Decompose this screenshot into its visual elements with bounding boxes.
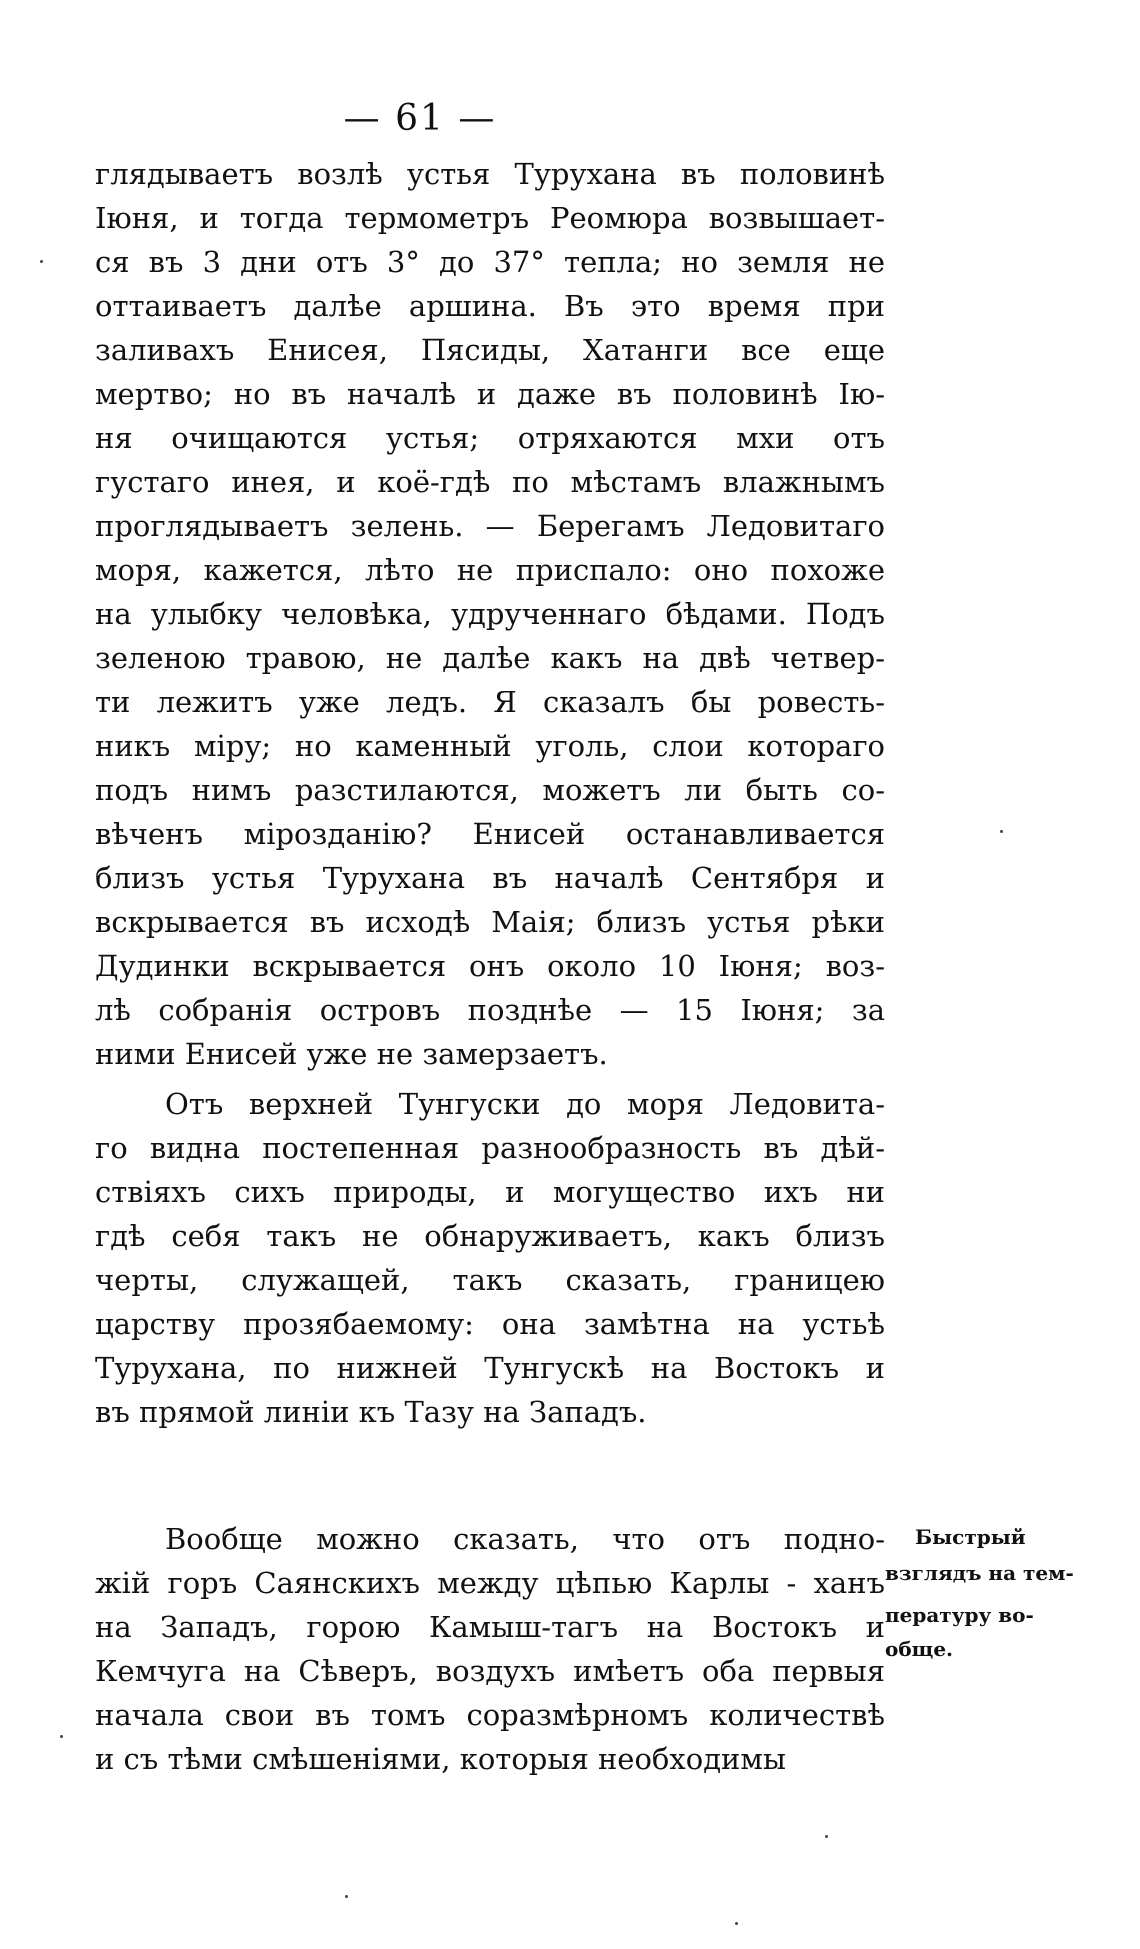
text-line: мертво; но въ началѣ и даже въ половинѣ Ію-	[95, 377, 885, 411]
text-line: черты, служащей, такъ сказать, границею	[95, 1263, 885, 1297]
text-line: гдѣ себя такъ не обнаруживаетъ, какъ близъ	[95, 1219, 885, 1253]
text-line: Вообще можно сказать, что отъ подно-	[165, 1522, 885, 1556]
text-line: вскрывается въ исходѣ Маія; близъ устья рѣки	[95, 905, 885, 939]
text-line: ствіяхъ сихъ природы, и могущество ихъ ни	[95, 1175, 885, 1209]
scan-speck	[735, 1922, 738, 1925]
text-line: царству прозябаемому: она замѣтна на устьѣ	[95, 1307, 885, 1341]
scan-speck	[345, 1895, 348, 1898]
text-line: Турухана, по нижней Тунгускѣ на Востокъ и	[95, 1351, 885, 1385]
text-line: начала свои въ томъ соразмѣрномъ количествѣ	[95, 1698, 885, 1732]
text-line: въ прямой линіи къ Тазу на Западъ.	[95, 1395, 647, 1429]
text-line: моря, кажется, лѣто не приспало: оно похоже	[95, 553, 885, 587]
text-line: на Западъ, горою Камыш-тагъ на Востокъ и	[95, 1610, 885, 1644]
text-line: Отъ верхней Тунгуски до моря Ледовита-	[165, 1087, 885, 1121]
text-line: на улыбку человѣка, удрученнаго бѣдами. Подъ	[95, 597, 885, 631]
text-line: зеленою травою, не далѣе какъ на двѣ четвер-	[95, 641, 885, 675]
text-line: ся въ 3 дни отъ 3° до 37° тепла; но земля не	[95, 245, 885, 279]
text-line: подъ нимъ разстилаются, можетъ ли быть со-	[95, 773, 885, 807]
text-line: ти лежитъ уже ледъ. Я сказалъ бы ровесть-	[95, 685, 885, 719]
page-number: — 61 —	[343, 98, 497, 139]
scan-speck	[40, 260, 43, 263]
scan-speck	[1000, 830, 1003, 833]
text-line: густаго инея, и коё-гдѣ по мѣстамъ влажнымъ	[95, 465, 885, 499]
text-line: проглядываетъ зелень. — Берегамъ Ледовитаго	[95, 509, 885, 543]
text-line: ними Енисей уже не замерзаетъ.	[95, 1037, 608, 1071]
text-line: Дудинки вскрывается онъ около 10 Іюня; воз-	[95, 949, 885, 983]
text-line: заливахъ Енисея, Пясиды, Хатанги все еще	[95, 333, 885, 367]
marginal-note-line: взглядъ на тем-	[885, 1561, 1074, 1585]
marginal-note-line: Быстрый	[915, 1525, 1026, 1549]
text-line: лѣ собранія островъ позднѣе — 15 Іюня; за	[95, 993, 885, 1027]
text-line: оттаиваетъ далѣе аршина. Въ это время при	[95, 289, 885, 323]
scan-speck	[60, 1735, 63, 1738]
text-line: ня очищаются устья; отряхаются мхи отъ	[95, 421, 885, 455]
text-line: го видна постепенная разнообразность въ дѣй-	[95, 1131, 885, 1165]
marginal-note-line: обще.	[885, 1637, 954, 1661]
text-line: глядываетъ возлѣ устья Турухана въ половинѣ	[95, 157, 885, 191]
text-line: жій горъ Саянскихъ между цѣпью Карлы - ханъ	[95, 1566, 885, 1600]
text-line: вѣченъ мірозданію? Енисей останавливается	[95, 817, 885, 851]
scan-speck	[825, 1835, 828, 1838]
text-line: близъ устья Турухана въ началѣ Сентября и	[95, 861, 885, 895]
text-line: Іюня, и тогда термометръ Реомюра возвышает-	[95, 201, 885, 235]
text-line: Кемчуга на Сѣверъ, воздухъ имѣетъ оба первыя	[95, 1654, 885, 1688]
marginal-note-line: пературу во-	[885, 1603, 1034, 1627]
text-line: и съ тѣми смѣшеніями, которыя необходимы	[95, 1742, 787, 1776]
text-line: никъ міру; но каменный уголь, слои котораго	[95, 729, 885, 763]
